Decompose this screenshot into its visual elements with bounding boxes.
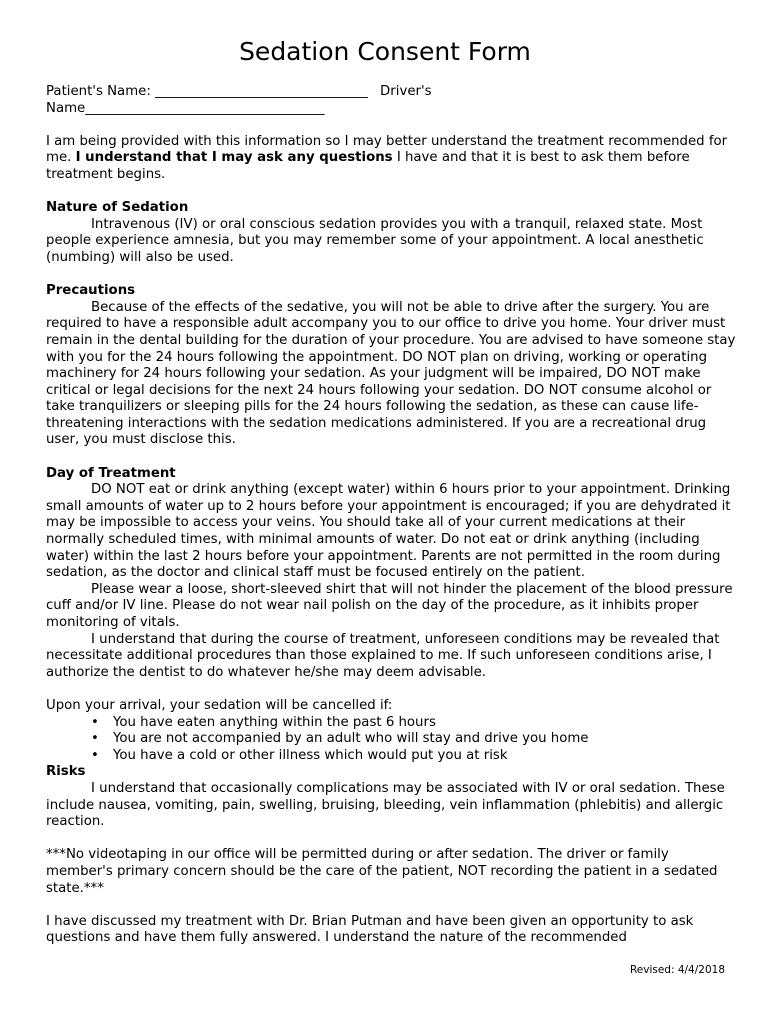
risks-heading: Risks (46, 764, 86, 780)
day-paragraph-2: Please wear a loose, short-sleeved shirt that will not hinder the placement of the blood pressure cuff and/or IV line. Please do not wear nail polish on the day of the procedure, as it inhibits proper monitoring of vitals. (46, 581, 733, 630)
nature-heading: Nature of Sedation (46, 200, 189, 216)
patient-name-field[interactable]: ________________________________ (155, 84, 368, 99)
patient-name-label: Patient's Name: (46, 84, 151, 99)
intro-text-1: I am being provided with this information so I may better understand the treatment recommended for me. (46, 133, 728, 166)
intro-bold-text: I understand that I may ask any questions (75, 150, 393, 166)
revised-date: Revised: 4/4/2018 (629, 964, 725, 976)
intro-paragraph (46, 134, 736, 184)
driver-name-label: Name (46, 100, 86, 116)
list-item: • You have eaten anything within the past 6 hours (91, 714, 436, 730)
cancellation-list (46, 715, 736, 765)
bullet-icon: • (91, 747, 99, 763)
bullet-icon: • (91, 714, 99, 730)
discussion-paragraph: I have discussed my treatment with Dr. Brian Putman and have been given an opportunity to ask questions and have them fully answered. I understand the nature of the recommended (46, 913, 694, 946)
nature-paragraph: Intravenous (IV) or oral conscious sedation provides you with a tranquil, relaxed state. Most people experience amnesia, but you may remember some of your appointment. A local anesthetic (numbing) will also be used. (46, 216, 704, 265)
day-paragraph-1: DO NOT eat or drink anything (except water) within 6 hours prior to your appointment. Drinking small amounts of water up to 2 hours before your appointment is encouraged; if you are dehydrated it may be impossible to access your veins. You should take all of your current medications at their normally scheduled times, with minimal amounts of water. Do not eat or drink anything (including water) within the last 2 hours before your appointment. Parents are not permitted in the room during sedation, as the doctor and clinical staff must be focused entirely on the patient. (46, 482, 731, 581)
form-body (46, 84, 736, 947)
bullet-icon: • (91, 731, 99, 747)
intro-text-2: I have and that it is best to ask them before treatment begins. (46, 150, 690, 182)
driver-name-field[interactable]: ____________________________________ (85, 100, 325, 116)
name-fields-row (46, 84, 736, 101)
precautions-paragraph: Because of the effects of the sedative, you will not be able to drive after the surgery. You are required to have a responsible adult accompany you to our office to drive you home. Your driver must remain in the dental building for the duration of your procedure. You are advised to have someone stay with you for the 24 hours following the appointment. DO NOT plan on driving, working or operating machinery for 24 hours following your sedation. As your judgment will be impaired, DO NOT make critical or legal decisions for the next 24 hours following your sedation. DO NOT consume alcohol or take tranquilizers or sleeping pills for the 24 hours following the sedation, as these can cause life-threatening interactions with the sedation medications administered. If you are a recreational drug user, you must disclose this. (46, 299, 736, 448)
precautions-heading: Precautions (46, 283, 136, 299)
day-paragraph-3: I understand that during the course of treatment, unforeseen conditions may be revealed that necessitate additional procedures than those explained to me. If such unforeseen conditions arise, I authorize the dentist to do whatever he/she may deem advisable. (46, 631, 720, 680)
driver-name-row (46, 101, 736, 118)
videotaping-notice: ***No videotaping in our office will be permitted during or after sedation. The driver or family member's primary concern should be the care of the patient, NOT recording the patient in a sedated state.*** (46, 847, 718, 896)
list-item: • You have a cold or other illness which would put you at risk (91, 747, 508, 763)
driver-label: Driver's (380, 84, 432, 99)
arrival-intro: Upon your arrival, your sedation will be cancelled if: (46, 697, 393, 713)
risks-paragraph: I understand that occasionally complications may be associated with IV or oral sedation. These include nausea, vomiting, pain, swelling, bruising, bleeding, vein inflammation (phlebitis) and allergic reaction. (46, 780, 725, 830)
list-item: • You are not accompanied by an adult who will stay and drive you home (91, 731, 589, 747)
page-title: Sedation Consent Form (239, 37, 531, 66)
day-of-treatment-heading: Day of Treatment (46, 465, 176, 481)
